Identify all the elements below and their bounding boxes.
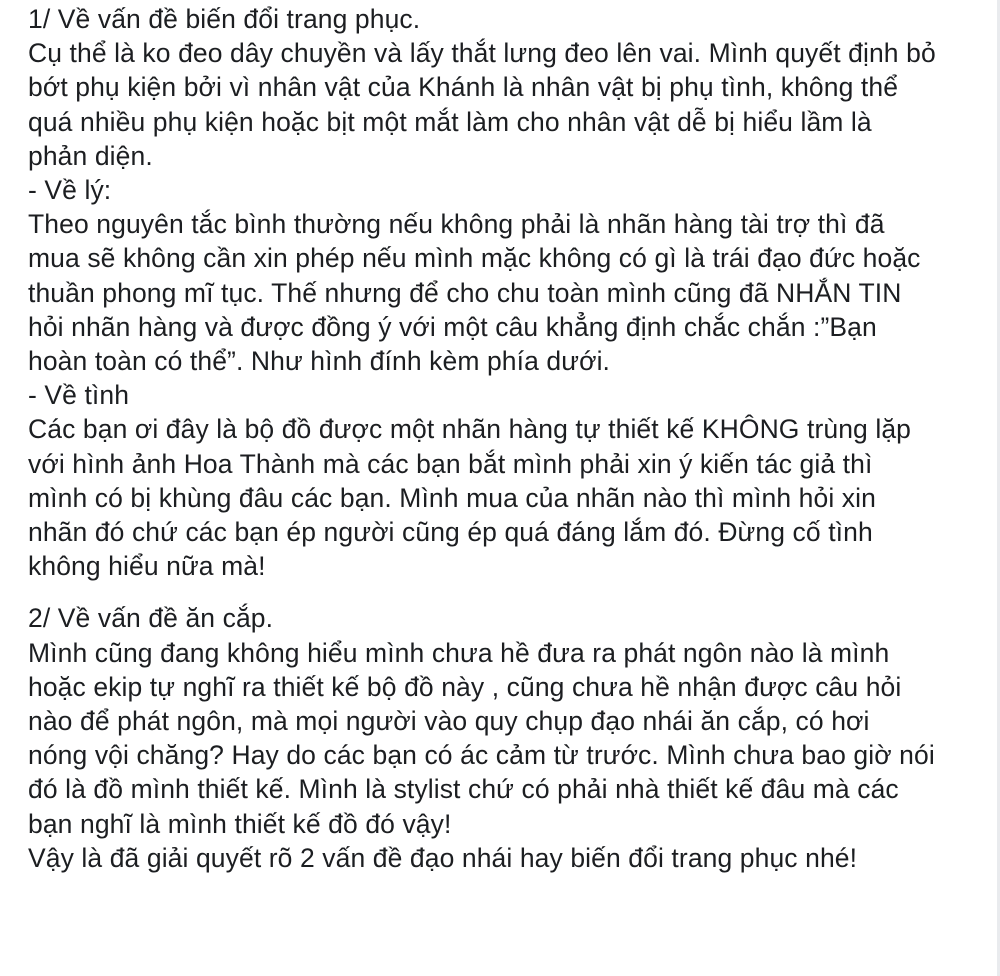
post-line: nóng vội chăng? Hay do các bạn có ác cảm từ trước. Mình chưa bao giờ nói (28, 740, 935, 771)
post-line: Vậy là đã giải quyết rõ 2 vấn đề đạo nhái hay biến đổi trang phục nhé! (28, 842, 858, 873)
post-line: 1/ Về vấn đề biến đổi trang phục. (28, 4, 421, 34)
post-line: - Về tình (28, 380, 130, 411)
post-line: mua sẽ không cần xin phép nếu mình mặc không có gì là trái đạo đức hoặc (28, 243, 921, 274)
paragraph-stealing (28, 601, 996, 875)
post-line: hoặc ekip tự nghĩ ra thiết kế bộ đồ này , cũng chưa hề nhận được câu hỏi (28, 671, 902, 702)
post-line: không hiểu nữa mà! (28, 551, 266, 582)
post-body (28, 2, 996, 875)
post-line: Theo nguyên tắc bình thường nếu không phải là nhãn hàng tài trợ thì đã (28, 209, 885, 240)
post-line: đó là đồ mình thiết kế. Mình là stylist chứ có phải nhà thiết kế đâu mà các (28, 774, 899, 805)
post-line: nhãn đó chứ các bạn ép người cũng ép quá đáng lắm đó. Đừng cố tình (28, 517, 873, 548)
post-line: quá nhiều phụ kiện hoặc bịt một mắt làm cho nhân vật dễ bị hiểu lầm là (28, 106, 872, 137)
post-line: Cụ thể là ko đeo dây chuyền và lấy thắt lưng đeo lên vai. Mình quyết định bỏ (28, 38, 936, 69)
paragraph-costume-change (28, 2, 996, 583)
post-line: mình có bị khùng đâu các bạn. Mình mua của nhãn nào thì mình hỏi xin (28, 482, 876, 513)
post-line: hỏi nhãn hàng và được đồng ý với một câu khẳng định chắc chắn :”Bạn (28, 311, 877, 342)
post-line: bạn nghĩ là mình thiết kế đồ đó vậy! (28, 808, 452, 839)
post-line: thuần phong mĩ tục. Thế nhưng để cho chu toàn mình cũng đã NHẮN TIN (28, 277, 902, 308)
post-line: nào để phát ngôn, mà mọi người vào quy chụp đạo nhái ăn cắp, có hơi (28, 706, 870, 737)
post-line: với hình ảnh Hoa Thành mà các bạn bắt mình phải xin ý kiến tác giả thì (28, 448, 873, 479)
post-line: Các bạn ơi đây là bộ đồ được một nhãn hàng tự thiết kế KHÔNG trùng lặp (28, 414, 912, 445)
post-line: bớt phụ kiện bởi vì nhân vật của Khánh là nhân vật bị phụ tình, không thể (28, 72, 899, 103)
post-line: hoàn toàn có thể”. Như hình đính kèm phía dưới. (28, 346, 611, 377)
post-line: 2/ Về vấn đề ăn cắp. (28, 603, 274, 634)
post-line: Mình cũng đang không hiểu mình chưa hề đưa ra phát ngôn nào là mình (28, 637, 890, 668)
post-line: phản diện. (28, 140, 153, 171)
post-line: - Về lý: (28, 175, 112, 206)
